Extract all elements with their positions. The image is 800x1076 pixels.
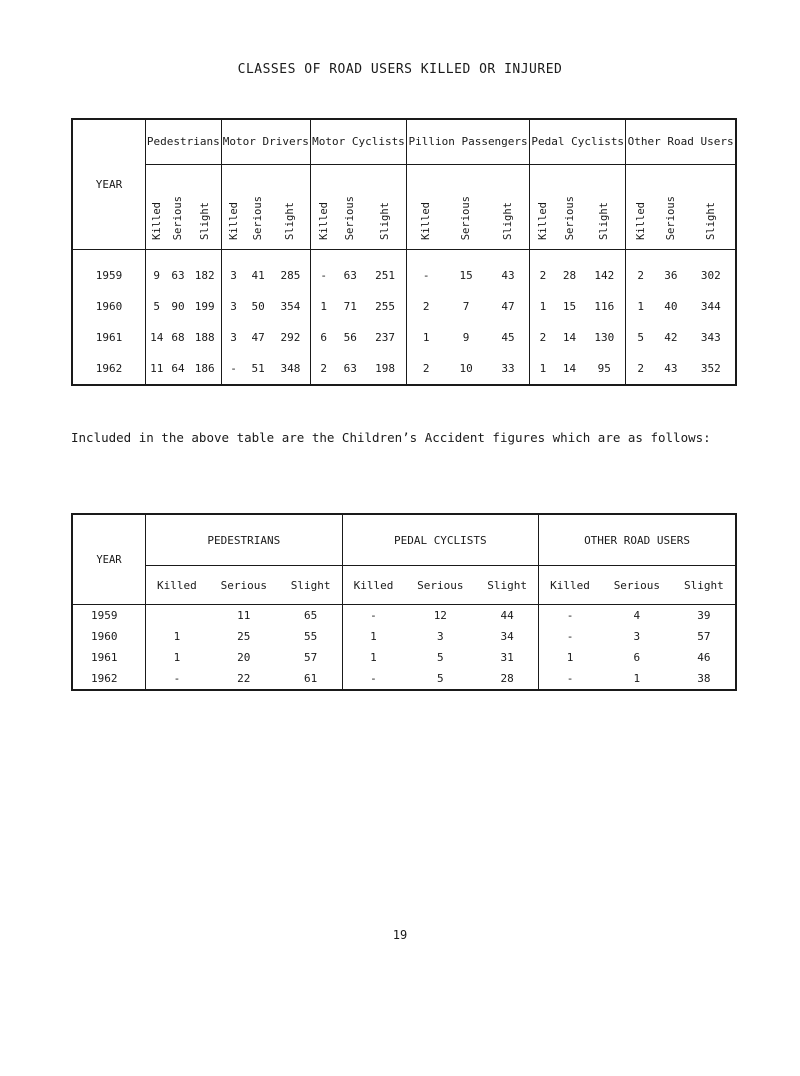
subheader-label: Killed	[420, 202, 433, 240]
table-row	[72, 647, 736, 668]
subheader-label: Slight	[598, 202, 611, 240]
group-header-motor-drivers: Motor Drivers	[221, 119, 310, 165]
group-header-other-road-users: OTHER ROAD USERS	[539, 514, 736, 566]
subheader-label: Slight	[704, 202, 717, 240]
intro-paragraph: Included in the above table are the Children’s Accident figures which are as follows:	[71, 430, 711, 445]
table-cell: 40	[664, 300, 678, 313]
table-cell: 1	[530, 353, 556, 385]
table-cell: 33	[501, 362, 515, 375]
table-cell: 90	[171, 300, 185, 313]
page-title: CLASSES OF ROAD USERS KILLED OR INJURED	[237, 62, 563, 77]
subheader-label: Slight	[379, 202, 392, 240]
subheader-serious	[655, 165, 686, 250]
table-cell: 2	[530, 260, 556, 291]
row-year: 1960	[95, 300, 123, 313]
group-header-motor-cyclists: Motor Cyclists	[310, 119, 406, 165]
subheader-label: Slight	[284, 202, 297, 240]
table-cell: 56	[343, 331, 357, 344]
table-cell: 20	[237, 651, 251, 664]
subheader-label: Killed	[536, 202, 549, 240]
table-cell: 31	[500, 651, 514, 664]
table-cell: 10	[459, 362, 473, 375]
table-cell: -	[146, 668, 208, 690]
table-cell: 55	[303, 630, 318, 643]
group-header-pedal-cyclists: Pedal Cyclists	[530, 119, 626, 165]
table-cell: 14	[146, 322, 168, 353]
subheader-label: Killed	[634, 202, 647, 240]
subheader-slight	[487, 165, 530, 250]
table-cell: 182	[194, 269, 215, 282]
year-header: YEAR	[72, 514, 146, 605]
subheader-killed: Killed	[146, 566, 208, 605]
table-cell: 14	[562, 331, 577, 344]
table-cell: 39	[697, 609, 711, 622]
table-cell: 352	[700, 362, 721, 375]
table-cell: 95	[597, 362, 611, 375]
table-cell: 63	[343, 362, 357, 375]
table-cell: 28	[500, 672, 514, 685]
table-cell: 51	[251, 362, 265, 375]
table-row	[72, 626, 736, 647]
subheader-slight: Slight	[476, 566, 538, 605]
table-cell: 3	[633, 630, 641, 643]
table-cell: 251	[375, 269, 395, 282]
subheader-label: Killed	[150, 202, 163, 240]
table-cell: 71	[343, 300, 357, 313]
road-users-table	[71, 118, 737, 386]
table-row	[72, 260, 736, 291]
table-cell: -	[406, 260, 445, 291]
table-cell: 47	[501, 300, 515, 313]
subheader-killed	[221, 165, 245, 250]
table-cell: 38	[697, 672, 711, 685]
table-cell: 142	[594, 269, 615, 282]
table-cell: 3	[437, 630, 444, 643]
group-header-other-road-users: Other Road Users	[626, 119, 736, 165]
table-cell: 43	[501, 269, 515, 282]
subheader-label: Slight	[198, 202, 211, 240]
subheader-label: Serious	[460, 195, 473, 240]
table-cell: 15	[562, 300, 577, 313]
table-cell: 12	[433, 609, 447, 622]
table-cell: 64	[171, 362, 185, 375]
table-cell: 6	[633, 651, 641, 664]
table-cell: 344	[700, 300, 721, 313]
row-year: 1959	[91, 609, 118, 622]
subheader-slight	[271, 165, 310, 250]
table-cell: 22	[237, 672, 251, 685]
table-cell: 5	[146, 291, 168, 322]
row-year: 1960	[91, 630, 118, 643]
table-row	[72, 322, 736, 353]
subheader-label: Serious	[252, 195, 265, 240]
subheader-label: Serious	[172, 195, 185, 240]
table-cell: 43	[664, 362, 678, 375]
table-cell: 1	[342, 647, 404, 668]
subheader-serious: Serious	[208, 566, 280, 605]
table-cell: 1	[530, 291, 556, 322]
table-cell: 44	[500, 609, 514, 622]
table-cell: 302	[700, 269, 721, 282]
subheader-label: Killed	[317, 202, 330, 240]
table-cell: 343	[700, 331, 721, 344]
subheader-serious	[245, 165, 271, 250]
subheader-serious	[556, 165, 584, 250]
subheader-label: Killed	[227, 202, 240, 240]
table-cell: 63	[343, 269, 357, 282]
subheader-killed: Killed	[342, 566, 404, 605]
table-cell: 46	[697, 651, 711, 664]
table-cell: 34	[500, 630, 514, 643]
table-cell: 1	[626, 291, 656, 322]
subheader-slight: Slight	[673, 566, 736, 605]
table-cell: 5	[626, 322, 656, 353]
table-cell: 5	[437, 651, 444, 664]
table-cell: 57	[303, 651, 318, 664]
table-cell: -	[539, 668, 601, 690]
table-cell: 2	[626, 353, 656, 385]
table-cell: 65	[303, 609, 318, 622]
table-cell: 2	[406, 291, 445, 322]
subheader-killed	[146, 165, 168, 250]
table-cell: 3	[221, 291, 245, 322]
childrens-accident-table	[71, 513, 737, 691]
subheader-label: Serious	[563, 195, 576, 240]
subheader-slight	[687, 165, 736, 250]
table-cell: 6	[310, 322, 336, 353]
table-cell: 1	[539, 647, 601, 668]
subheader-serious	[336, 165, 364, 250]
table-cell	[146, 605, 208, 627]
subheader-killed	[530, 165, 556, 250]
table-cell: 2	[626, 260, 656, 291]
table-cell: 15	[459, 269, 473, 282]
table-cell: 9	[146, 260, 168, 291]
table-cell: 1	[633, 672, 641, 685]
table-cell: 57	[697, 630, 711, 643]
subheader-killed	[406, 165, 445, 250]
subheader-slight	[583, 165, 625, 250]
table-cell: 5	[437, 672, 444, 685]
table-cell: 1	[310, 291, 336, 322]
subheader-killed	[626, 165, 656, 250]
table-cell: 285	[280, 269, 301, 282]
group-header-pedestrians: Pedestrians	[146, 119, 222, 165]
table-cell: 199	[194, 300, 215, 313]
row-year: 1962	[95, 362, 123, 375]
table-cell: -	[539, 605, 601, 627]
group-header-pedal-cyclists: PEDAL CYCLISTS	[342, 514, 539, 566]
table-cell: 50	[251, 300, 265, 313]
table-cell: 2	[530, 322, 556, 353]
subheader-killed	[310, 165, 336, 250]
subheader-killed: Killed	[539, 566, 601, 605]
table-cell: 36	[664, 269, 678, 282]
table-cell: 188	[194, 331, 215, 344]
table-cell: 25	[237, 630, 251, 643]
table-cell: 1	[342, 626, 404, 647]
year-header: YEAR	[72, 119, 146, 250]
table-cell: -	[539, 626, 601, 647]
subheader-serious: Serious	[601, 566, 673, 605]
table-cell: 3	[221, 322, 245, 353]
table-cell: 41	[251, 269, 265, 282]
table-cell: 61	[303, 672, 318, 685]
table-cell: 130	[594, 331, 615, 344]
row-year: 1959	[95, 269, 123, 282]
table-cell: 255	[375, 300, 395, 313]
table-cell: 186	[194, 362, 215, 375]
table-cell: -	[342, 668, 404, 690]
row-year: 1962	[91, 672, 118, 685]
table-row	[72, 353, 736, 385]
table-cell: -	[221, 353, 245, 385]
page-number: 19	[392, 928, 408, 942]
table-cell: 42	[664, 331, 678, 344]
table-cell: 68	[171, 331, 185, 344]
table-cell: 116	[594, 300, 615, 313]
table-cell: 28	[562, 269, 577, 282]
table-cell: 45	[501, 331, 515, 344]
table-cell: 1	[406, 322, 445, 353]
subheader-serious	[167, 165, 188, 250]
table-row	[72, 668, 736, 690]
table-cell: 14	[562, 362, 577, 375]
table-row	[72, 291, 736, 322]
table-cell: 11	[146, 353, 168, 385]
table-cell: 47	[251, 331, 265, 344]
table-cell: 3	[221, 260, 245, 291]
table-cell: -	[310, 260, 336, 291]
table-cell: 1	[146, 626, 208, 647]
row-year: 1961	[91, 651, 118, 664]
table-cell: 354	[280, 300, 301, 313]
subheader-serious	[445, 165, 486, 250]
table-cell: 63	[171, 269, 185, 282]
table-cell: 4	[633, 609, 641, 622]
table-cell: 7	[462, 300, 470, 313]
subheader-slight: Slight	[280, 566, 342, 605]
table-cell: 2	[406, 353, 445, 385]
table-row	[72, 605, 736, 627]
subheader-serious: Serious	[404, 566, 476, 605]
table-cell: 198	[375, 362, 395, 375]
table-cell: -	[342, 605, 404, 627]
table-cell: 1	[146, 647, 208, 668]
table-cell: 292	[280, 331, 301, 344]
subheader-slight	[189, 165, 222, 250]
table-cell: 348	[280, 362, 301, 375]
subheader-label: Serious	[664, 195, 677, 240]
table-cell: 11	[237, 609, 251, 622]
subheader-slight	[364, 165, 406, 250]
table-cell: 9	[462, 331, 470, 344]
table-cell: 237	[375, 331, 395, 344]
table-cell: 2	[310, 353, 336, 385]
row-year: 1961	[95, 331, 123, 344]
group-header-pillion-passengers: Pillion Passengers	[406, 119, 529, 165]
subheader-label: Serious	[344, 195, 357, 240]
subheader-label: Slight	[501, 202, 514, 240]
group-header-pedestrians: PEDESTRIANS	[146, 514, 343, 566]
